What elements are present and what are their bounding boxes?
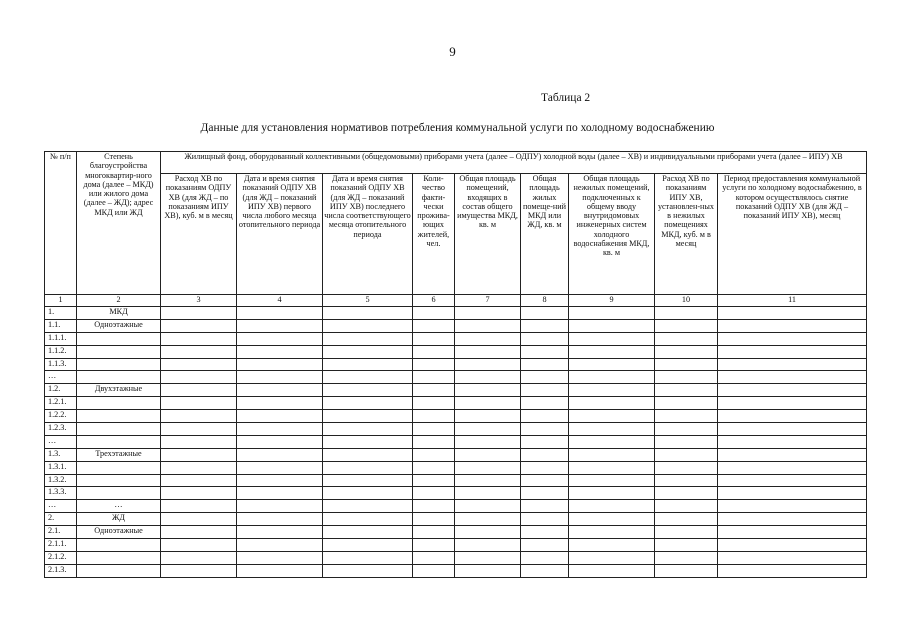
empty-data-cell	[323, 435, 413, 448]
empty-data-cell	[569, 551, 655, 564]
empty-data-cell	[569, 461, 655, 474]
empty-data-cell	[413, 564, 455, 577]
empty-data-cell	[718, 410, 867, 423]
empty-data-cell	[161, 307, 237, 320]
empty-data-cell	[455, 539, 521, 552]
empty-data-cell	[521, 319, 569, 332]
empty-data-cell	[455, 551, 521, 564]
empty-data-cell	[413, 345, 455, 358]
empty-data-cell	[237, 371, 323, 384]
empty-data-cell	[323, 487, 413, 500]
empty-data-cell	[323, 461, 413, 474]
empty-data-cell	[521, 539, 569, 552]
empty-data-cell	[569, 435, 655, 448]
empty-data-cell	[413, 410, 455, 423]
empty-data-cell	[237, 435, 323, 448]
empty-data-cell	[521, 487, 569, 500]
empty-data-cell	[323, 551, 413, 564]
empty-data-cell	[455, 474, 521, 487]
table-row	[45, 319, 867, 332]
empty-data-cell	[521, 500, 569, 513]
empty-data-cell	[718, 435, 867, 448]
empty-data-cell	[655, 461, 718, 474]
table-row	[45, 332, 867, 345]
header-col-3: Расход ХВ по показаниям ОДПУ ХВ (для ЖД – по показаниям ИПУ ХВ), куб. м в месяц	[161, 174, 237, 295]
empty-data-cell	[569, 513, 655, 526]
empty-data-cell	[655, 410, 718, 423]
empty-data-cell	[161, 319, 237, 332]
row-label-cell	[77, 564, 161, 577]
empty-data-cell	[655, 474, 718, 487]
empty-data-cell	[323, 474, 413, 487]
header-col-9: Общая площадь нежилых помещений, подключенных к общему вводу внутридомовых инженерных систем холодного водоснабжения МКД, кв. м	[569, 174, 655, 295]
empty-data-cell	[521, 513, 569, 526]
empty-data-cell	[655, 526, 718, 539]
empty-data-cell	[521, 526, 569, 539]
empty-data-cell	[718, 358, 867, 371]
empty-data-cell	[455, 371, 521, 384]
empty-data-cell	[237, 358, 323, 371]
empty-data-cell	[413, 319, 455, 332]
table-row	[45, 539, 867, 552]
empty-data-cell	[455, 319, 521, 332]
empty-data-cell	[521, 564, 569, 577]
row-number-cell: 1.3.3.	[45, 487, 77, 500]
empty-data-cell	[569, 332, 655, 345]
header-col-5: Дата и время снятия показаний ОДПУ ХВ (для ЖД – показаний ИПУ ХВ) последнего числа соответствующего месяца отопительного периода	[323, 174, 413, 295]
column-number: 2	[77, 295, 161, 307]
empty-data-cell	[455, 358, 521, 371]
row-label-cell	[77, 487, 161, 500]
row-label-cell	[77, 539, 161, 552]
row-label-cell	[77, 551, 161, 564]
empty-data-cell	[237, 513, 323, 526]
row-number-cell: 1.1.3.	[45, 358, 77, 371]
empty-data-cell	[413, 332, 455, 345]
empty-data-cell	[569, 307, 655, 320]
empty-data-cell	[237, 551, 323, 564]
empty-data-cell	[413, 487, 455, 500]
empty-data-cell	[655, 371, 718, 384]
empty-data-cell	[161, 435, 237, 448]
empty-data-cell	[237, 384, 323, 397]
empty-data-cell	[323, 513, 413, 526]
row-number-cell: 1.1.	[45, 319, 77, 332]
empty-data-cell	[413, 358, 455, 371]
empty-data-cell	[237, 332, 323, 345]
empty-data-cell	[718, 371, 867, 384]
empty-data-cell	[718, 461, 867, 474]
empty-data-cell	[569, 500, 655, 513]
empty-data-cell	[161, 332, 237, 345]
empty-data-cell	[237, 526, 323, 539]
empty-data-cell	[161, 358, 237, 371]
empty-data-cell	[655, 500, 718, 513]
empty-data-cell	[413, 397, 455, 410]
empty-data-cell	[323, 423, 413, 436]
header-col-dwelling-type: Степень благоустройства многоквартир-ного дома (далее – МКД) или жилого дома (далее – ЖД); адрес МКД или ЖД	[77, 152, 161, 295]
empty-data-cell	[569, 487, 655, 500]
row-number-cell: 1.2.1.	[45, 397, 77, 410]
empty-data-cell	[521, 423, 569, 436]
empty-data-cell	[237, 487, 323, 500]
row-label-cell	[77, 461, 161, 474]
empty-data-cell	[161, 564, 237, 577]
empty-data-cell	[718, 345, 867, 358]
header-col-6: Коли-чество факти-чески прожива-ющих жителей, чел.	[413, 174, 455, 295]
header-col-7: Общая площадь помещений, входящих в состав общего имущества МКД, кв. м	[455, 174, 521, 295]
empty-data-cell	[718, 526, 867, 539]
table-row	[45, 564, 867, 577]
row-number-cell: 1.	[45, 307, 77, 320]
row-number-cell: 1.3.	[45, 448, 77, 461]
empty-data-cell	[413, 448, 455, 461]
empty-data-cell	[237, 410, 323, 423]
row-label-cell: ЖД	[77, 513, 161, 526]
empty-data-cell	[521, 384, 569, 397]
empty-data-cell	[655, 397, 718, 410]
empty-data-cell	[718, 397, 867, 410]
row-number-cell: 1.1.2.	[45, 345, 77, 358]
row-number-cell: 1.2.	[45, 384, 77, 397]
empty-data-cell	[413, 551, 455, 564]
empty-data-cell	[161, 513, 237, 526]
empty-data-cell	[455, 397, 521, 410]
empty-data-cell	[455, 500, 521, 513]
empty-data-cell	[655, 551, 718, 564]
empty-data-cell	[655, 564, 718, 577]
empty-data-cell	[161, 551, 237, 564]
empty-data-cell	[521, 435, 569, 448]
empty-data-cell	[161, 539, 237, 552]
empty-data-cell	[718, 539, 867, 552]
empty-data-cell	[569, 474, 655, 487]
column-number: 3	[161, 295, 237, 307]
empty-data-cell	[161, 526, 237, 539]
row-label-cell	[77, 423, 161, 436]
row-label-cell: Трехэтажные	[77, 448, 161, 461]
empty-data-cell	[655, 384, 718, 397]
column-number: 9	[569, 295, 655, 307]
empty-data-cell	[455, 487, 521, 500]
empty-data-cell	[323, 332, 413, 345]
empty-data-cell	[413, 539, 455, 552]
empty-data-cell	[161, 423, 237, 436]
empty-data-cell	[569, 358, 655, 371]
empty-data-cell	[521, 358, 569, 371]
empty-data-cell	[655, 487, 718, 500]
empty-data-cell	[413, 371, 455, 384]
empty-data-cell	[718, 332, 867, 345]
header-col-11: Период предоставления коммунальной услуги по холодному водоснабжению, в котором осуществлялось снятие показаний ОДПУ ХВ (для ЖД – показаний ИПУ ХВ), месяц	[718, 174, 867, 295]
empty-data-cell	[323, 448, 413, 461]
empty-data-cell	[237, 564, 323, 577]
table-row	[45, 500, 867, 513]
header-col-8: Общая площадь жилых помеще-ний МКД или ЖД, кв. м	[521, 174, 569, 295]
empty-data-cell	[323, 500, 413, 513]
table-row	[45, 474, 867, 487]
column-number: 8	[521, 295, 569, 307]
empty-data-cell	[521, 307, 569, 320]
empty-data-cell	[521, 410, 569, 423]
row-number-cell: 1.3.2.	[45, 474, 77, 487]
row-label-cell	[77, 435, 161, 448]
empty-data-cell	[569, 410, 655, 423]
column-number: 1	[45, 295, 77, 307]
empty-data-cell	[655, 345, 718, 358]
table-row	[45, 358, 867, 371]
empty-data-cell	[413, 474, 455, 487]
empty-data-cell	[237, 539, 323, 552]
row-number-cell: …	[45, 435, 77, 448]
empty-data-cell	[655, 319, 718, 332]
empty-data-cell	[455, 410, 521, 423]
empty-data-cell	[237, 397, 323, 410]
row-number-cell: 1.2.3.	[45, 423, 77, 436]
row-label-cell	[77, 358, 161, 371]
empty-data-cell	[569, 371, 655, 384]
table-row	[45, 371, 867, 384]
page-number: 9	[449, 44, 456, 59]
empty-data-cell	[718, 307, 867, 320]
empty-data-cell	[569, 384, 655, 397]
table-row	[45, 307, 867, 320]
table-row	[45, 461, 867, 474]
empty-data-cell	[323, 410, 413, 423]
empty-data-cell	[413, 513, 455, 526]
empty-data-cell	[413, 307, 455, 320]
table-row	[45, 487, 867, 500]
empty-data-cell	[323, 307, 413, 320]
empty-data-cell	[413, 423, 455, 436]
empty-data-cell	[413, 500, 455, 513]
empty-data-cell	[237, 345, 323, 358]
empty-data-cell	[655, 332, 718, 345]
empty-data-cell	[569, 345, 655, 358]
column-number: 7	[455, 295, 521, 307]
row-number-cell: 2.1.2.	[45, 551, 77, 564]
row-label-cell: …	[77, 500, 161, 513]
column-number: 10	[655, 295, 718, 307]
empty-data-cell	[323, 384, 413, 397]
data-table	[44, 151, 867, 578]
empty-data-cell	[455, 435, 521, 448]
empty-data-cell	[413, 461, 455, 474]
empty-data-cell	[455, 307, 521, 320]
empty-data-cell	[455, 332, 521, 345]
empty-data-cell	[521, 461, 569, 474]
empty-data-cell	[521, 371, 569, 384]
row-label-cell: Одноэтажные	[77, 319, 161, 332]
empty-data-cell	[161, 461, 237, 474]
empty-data-cell	[161, 410, 237, 423]
table-row	[45, 345, 867, 358]
empty-data-cell	[413, 435, 455, 448]
column-number: 11	[718, 295, 867, 307]
table-row	[45, 448, 867, 461]
header-col-10: Расход ХВ по показаниям ИПУ ХВ, установлен-ных в нежилых помещениях МКД, куб. м в месяц	[655, 174, 718, 295]
empty-data-cell	[718, 500, 867, 513]
empty-data-cell	[237, 448, 323, 461]
empty-data-cell	[237, 307, 323, 320]
table-row	[45, 526, 867, 539]
table-row	[45, 384, 867, 397]
document-title: Данные для установления нормативов потребления коммунальной услуги по холодному водоснабжению	[200, 122, 715, 134]
empty-data-cell	[237, 423, 323, 436]
row-label-cell	[77, 410, 161, 423]
row-label-cell	[77, 371, 161, 384]
empty-data-cell	[521, 551, 569, 564]
header-col-number: № п/п	[45, 152, 77, 295]
empty-data-cell	[161, 384, 237, 397]
empty-data-cell	[521, 474, 569, 487]
empty-data-cell	[718, 423, 867, 436]
empty-data-cell	[323, 319, 413, 332]
empty-data-cell	[323, 526, 413, 539]
empty-data-cell	[521, 397, 569, 410]
row-label-cell: Одноэтажные	[77, 526, 161, 539]
table-label: Таблица 2	[541, 92, 591, 104]
header-col-4: Дата и время снятия показаний ОДПУ ХВ (для ЖД – показаний ИПУ ХВ) первого числа любого месяца отопительного периода	[237, 174, 323, 295]
empty-data-cell	[455, 345, 521, 358]
empty-data-cell	[655, 358, 718, 371]
empty-data-cell	[455, 513, 521, 526]
empty-data-cell	[655, 423, 718, 436]
empty-data-cell	[718, 487, 867, 500]
row-number-cell: …	[45, 371, 77, 384]
row-label-cell	[77, 345, 161, 358]
empty-data-cell	[569, 319, 655, 332]
empty-data-cell	[655, 448, 718, 461]
table-row	[45, 410, 867, 423]
empty-data-cell	[569, 397, 655, 410]
empty-data-cell	[161, 474, 237, 487]
empty-data-cell	[569, 423, 655, 436]
empty-data-cell	[237, 474, 323, 487]
table-row	[45, 423, 867, 436]
empty-data-cell	[569, 564, 655, 577]
empty-data-cell	[655, 513, 718, 526]
empty-data-cell	[455, 448, 521, 461]
empty-data-cell	[161, 345, 237, 358]
empty-data-cell	[569, 448, 655, 461]
row-number-cell: …	[45, 500, 77, 513]
empty-data-cell	[718, 513, 867, 526]
empty-data-cell	[569, 539, 655, 552]
row-label-cell	[77, 397, 161, 410]
table-row	[45, 513, 867, 526]
row-label-cell: МКД	[77, 307, 161, 320]
empty-data-cell	[655, 539, 718, 552]
empty-data-cell	[718, 384, 867, 397]
column-number-row	[45, 295, 867, 307]
empty-data-cell	[455, 423, 521, 436]
row-number-cell: 2.1.	[45, 526, 77, 539]
empty-data-cell	[323, 564, 413, 577]
empty-data-cell	[718, 319, 867, 332]
empty-data-cell	[413, 526, 455, 539]
column-number: 6	[413, 295, 455, 307]
row-label-cell: Двухэтажные	[77, 384, 161, 397]
empty-data-cell	[655, 307, 718, 320]
empty-data-cell	[655, 435, 718, 448]
table-row	[45, 435, 867, 448]
empty-data-cell	[521, 332, 569, 345]
empty-data-cell	[718, 564, 867, 577]
empty-data-cell	[455, 526, 521, 539]
empty-data-cell	[323, 371, 413, 384]
row-label-cell	[77, 332, 161, 345]
row-label-cell	[77, 474, 161, 487]
empty-data-cell	[323, 397, 413, 410]
empty-data-cell	[718, 474, 867, 487]
empty-data-cell	[161, 371, 237, 384]
empty-data-cell	[521, 448, 569, 461]
empty-data-cell	[413, 384, 455, 397]
column-number: 5	[323, 295, 413, 307]
row-number-cell: 2.1.1.	[45, 539, 77, 552]
empty-data-cell	[237, 500, 323, 513]
row-number-cell: 1.2.2.	[45, 410, 77, 423]
empty-data-cell	[161, 487, 237, 500]
empty-data-cell	[455, 564, 521, 577]
empty-data-cell	[323, 358, 413, 371]
table-row	[45, 397, 867, 410]
empty-data-cell	[455, 461, 521, 474]
empty-data-cell	[161, 500, 237, 513]
row-number-cell: 1.3.1.	[45, 461, 77, 474]
row-number-cell: 1.1.1.	[45, 332, 77, 345]
empty-data-cell	[161, 448, 237, 461]
empty-data-cell	[237, 319, 323, 332]
empty-data-cell	[323, 539, 413, 552]
empty-data-cell	[237, 461, 323, 474]
empty-data-cell	[161, 397, 237, 410]
row-number-cell: 2.	[45, 513, 77, 526]
header-group-metered-housing: Жилищный фонд, оборудованный коллективными (общедомовыми) приборами учета (далее – ОДПУ) холодной воды (далее – ХВ) и индивидуальными приборами учета (далее – ИПУ) ХВ	[161, 152, 867, 174]
empty-data-cell	[455, 384, 521, 397]
empty-data-cell	[569, 526, 655, 539]
row-number-cell: 2.1.3.	[45, 564, 77, 577]
empty-data-cell	[718, 551, 867, 564]
table-row	[45, 551, 867, 564]
column-number: 4	[237, 295, 323, 307]
empty-data-cell	[718, 448, 867, 461]
empty-data-cell	[521, 345, 569, 358]
empty-data-cell	[323, 345, 413, 358]
